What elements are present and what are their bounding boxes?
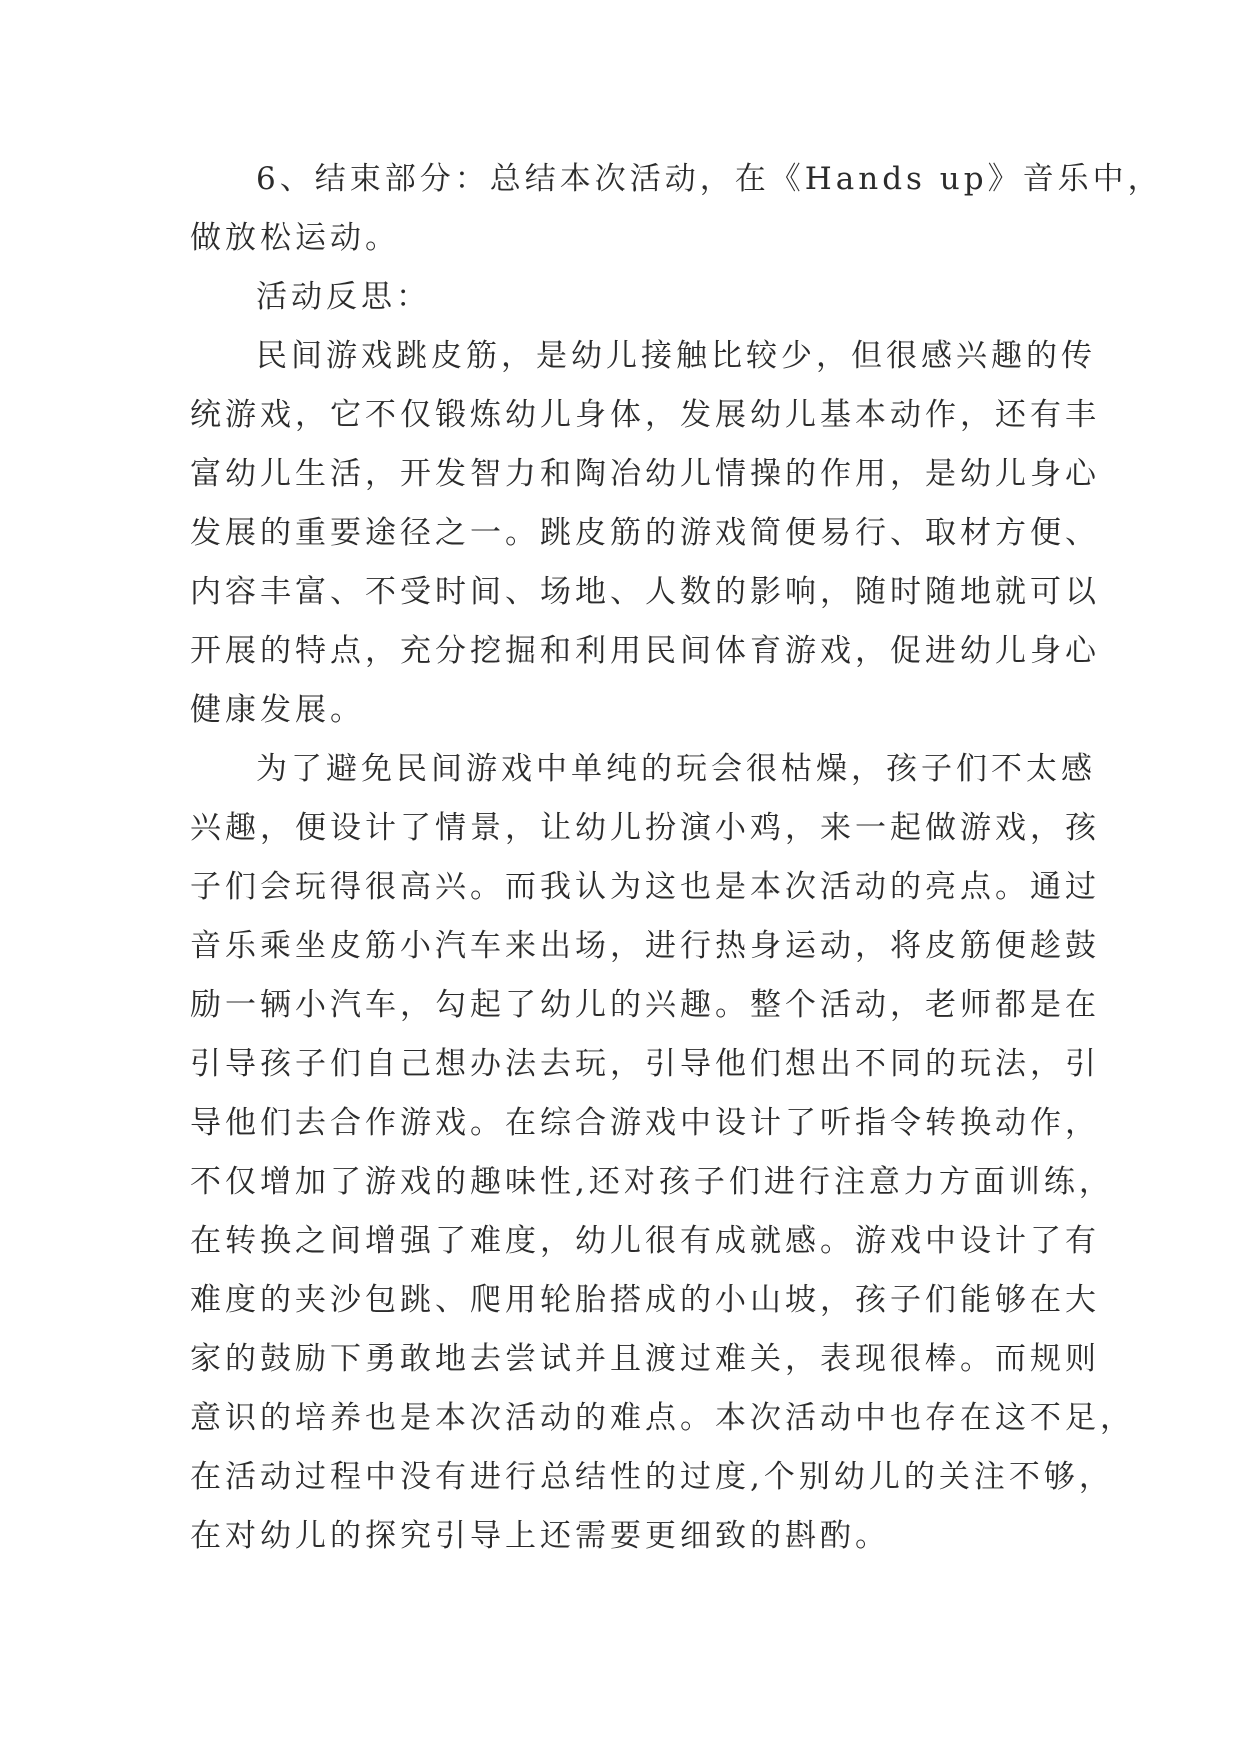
paragraph-line: 兴趣，便设计了情景，让幼儿扮演小鸡，来一起做游戏，孩 bbox=[190, 810, 1100, 846]
paragraph-line: 不仅增加了游戏的趣味性,还对孩子们进行注意力方面训练， bbox=[190, 1164, 1114, 1200]
paragraph-line: 富幼儿生活，开发智力和陶冶幼儿情操的作用，是幼儿身心 bbox=[190, 456, 1100, 492]
section-heading: 活动反思： bbox=[256, 279, 431, 315]
paragraph-line: 音乐乘坐皮筋小汽车来出场，进行热身运动，将皮筋便趁鼓 bbox=[190, 928, 1100, 964]
paragraph-line: 引导孩子们自己想办法去玩，引导他们想出不同的玩法，引 bbox=[190, 1046, 1100, 1082]
paragraph-line: 导他们去合作游戏。在综合游戏中设计了听指令转换动作， bbox=[190, 1105, 1100, 1141]
paragraph-line: 励一辆小汽车，勾起了幼儿的兴趣。整个活动，老师都是在 bbox=[190, 987, 1100, 1023]
paragraph-line: 民间游戏跳皮筋，是幼儿接触比较少，但很感兴趣的传 bbox=[256, 338, 1096, 374]
paragraph-line: 发展的重要途径之一。跳皮筋的游戏简便易行、取材方便、 bbox=[190, 515, 1100, 551]
document-body bbox=[190, 150, 1163, 1566]
paragraph-line: 健康发展。 bbox=[190, 692, 365, 728]
paragraph-line: 在对幼儿的探究引导上还需要更细致的斟酌。 bbox=[190, 1518, 890, 1554]
paragraph-line: 统游戏，它不仅锻炼幼儿身体，发展幼儿基本动作，还有丰 bbox=[190, 397, 1100, 433]
paragraph-line: 难度的夹沙包跳、爬用轮胎搭成的小山坡，孩子们能够在大 bbox=[190, 1282, 1100, 1318]
paragraph-line: 开展的特点，充分挖掘和利用民间体育游戏，促进幼儿身心 bbox=[190, 633, 1100, 669]
paragraph-line: 家的鼓励下勇敢地去尝试并且渡过难关，表现很棒。而规则 bbox=[190, 1341, 1100, 1377]
paragraph-line: 内容丰富、不受时间、场地、人数的影响，随时随地就可以 bbox=[190, 574, 1100, 610]
paragraph-line: 子们会玩得很高兴。而我认为这也是本次活动的亮点。通过 bbox=[190, 869, 1100, 905]
paragraph-line: 在活动过程中没有进行总结性的过度,个别幼儿的关注不够， bbox=[190, 1459, 1114, 1495]
paragraph-line: 意识的培养也是本次活动的难点。本次活动中也存在这不足， bbox=[190, 1400, 1135, 1436]
paragraph-line: 做放松运动。 bbox=[190, 220, 400, 256]
paragraph-line: 为了避免民间游戏中单纯的玩会很枯燥，孩子们不太感 bbox=[256, 751, 1096, 787]
paragraph-line: 6、结束部分：总结本次活动，在《Hands up》音乐中， bbox=[256, 161, 1163, 197]
paragraph-line: 在转换之间增强了难度，幼儿很有成就感。游戏中设计了有 bbox=[190, 1223, 1100, 1259]
